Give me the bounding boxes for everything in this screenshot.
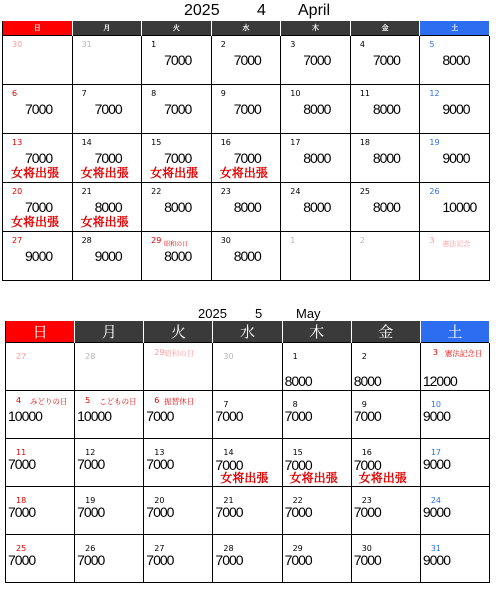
day-number: 8 bbox=[292, 400, 298, 409]
day-cell[interactable] bbox=[351, 343, 420, 391]
day-number: 29 bbox=[292, 544, 303, 553]
price-value: 10000 bbox=[8, 408, 42, 424]
day-number: 10 bbox=[430, 400, 442, 409]
price-value: 9000 bbox=[422, 456, 450, 472]
day-cell[interactable] bbox=[350, 85, 420, 134]
price-value: 12000 bbox=[422, 373, 457, 389]
price-value: 7000 bbox=[146, 456, 174, 472]
price-value: 8000 bbox=[233, 248, 261, 264]
price-value: 7000 bbox=[94, 150, 122, 166]
day-number: 22 bbox=[151, 187, 162, 196]
day-cell[interactable] bbox=[75, 343, 144, 391]
day-cell[interactable] bbox=[3, 183, 73, 232]
day-number: 1 bbox=[292, 352, 298, 361]
day-cell[interactable] bbox=[420, 487, 489, 535]
price-value: 7000 bbox=[8, 456, 36, 472]
day-cell[interactable] bbox=[3, 134, 73, 183]
weekday-header: 金 bbox=[350, 21, 420, 36]
day-number: 27 bbox=[16, 352, 27, 361]
price-value: 7000 bbox=[8, 504, 36, 520]
day-cell[interactable] bbox=[281, 134, 351, 183]
day-number: 5 bbox=[85, 396, 91, 405]
day-number: 28 bbox=[81, 236, 92, 245]
day-number: 9 bbox=[220, 89, 226, 98]
day-cell[interactable] bbox=[282, 391, 351, 439]
day-cell[interactable] bbox=[144, 391, 213, 439]
week-row bbox=[3, 36, 490, 85]
price-value: 8000 bbox=[442, 52, 470, 68]
day-number: 3 bbox=[432, 348, 438, 357]
day-cell[interactable] bbox=[142, 134, 212, 183]
day-number: 21 bbox=[223, 496, 234, 505]
day-cell[interactable] bbox=[211, 36, 281, 85]
day-cell[interactable] bbox=[6, 535, 75, 583]
price-value: 8000 bbox=[284, 373, 312, 389]
weekday-header: 土 bbox=[420, 321, 489, 343]
day-cell[interactable] bbox=[420, 183, 490, 232]
holiday-label: 昭和の日 bbox=[164, 349, 195, 358]
day-number: 8 bbox=[151, 89, 157, 98]
day-number: 29 bbox=[154, 348, 165, 357]
weekday-header: 日 bbox=[3, 21, 73, 36]
day-cell[interactable] bbox=[281, 85, 351, 134]
price-value: 7000 bbox=[146, 504, 174, 520]
price-value: 7000 bbox=[146, 552, 174, 568]
day-number: 26 bbox=[85, 544, 96, 553]
price-value: 9000 bbox=[94, 248, 122, 264]
price-value: 7000 bbox=[215, 457, 243, 473]
day-number: 4 bbox=[16, 396, 22, 405]
price-value: 7000 bbox=[164, 52, 192, 68]
day-number: 13 bbox=[154, 448, 165, 457]
day-number: 28 bbox=[223, 544, 234, 553]
price-value: 7000 bbox=[215, 408, 243, 424]
day-cell[interactable] bbox=[142, 232, 212, 281]
price-value: 7000 bbox=[77, 552, 105, 568]
day-number: 23 bbox=[361, 496, 372, 505]
price-value: 7000 bbox=[353, 552, 381, 568]
day-cell[interactable] bbox=[282, 535, 351, 583]
day-number: 17 bbox=[430, 448, 442, 457]
day-cell[interactable] bbox=[213, 487, 282, 535]
price-value: 7000 bbox=[77, 456, 105, 472]
day-cell[interactable] bbox=[350, 134, 420, 183]
day-cell[interactable] bbox=[351, 391, 420, 439]
day-number: 14 bbox=[81, 138, 92, 147]
day-cell[interactable] bbox=[420, 36, 490, 85]
day-number: 21 bbox=[81, 187, 92, 196]
price-value: 8000 bbox=[94, 199, 122, 215]
price-value: 8000 bbox=[303, 101, 331, 117]
weekday-header: 火 bbox=[144, 321, 213, 343]
day-cell[interactable] bbox=[282, 343, 351, 391]
weekday-header: 月 bbox=[75, 321, 144, 343]
holiday-label: 憲法記念 bbox=[442, 240, 471, 248]
day-cell[interactable] bbox=[72, 85, 142, 134]
day-number: 26 bbox=[429, 187, 440, 196]
day-number: 30 bbox=[220, 236, 231, 245]
price-value: 7000 bbox=[353, 408, 381, 424]
weekday-header: 火 bbox=[142, 21, 212, 36]
day-number: 3 bbox=[290, 40, 296, 49]
day-cell[interactable] bbox=[282, 487, 351, 535]
price-value: 8000 bbox=[372, 150, 400, 166]
note-label: 女将出張 bbox=[11, 215, 60, 229]
week-row bbox=[3, 232, 490, 281]
note-label: 女将出張 bbox=[11, 166, 60, 180]
price-value: 9000 bbox=[422, 552, 450, 568]
price-value: 7000 bbox=[303, 52, 331, 68]
day-number: 22 bbox=[292, 496, 303, 505]
note-label: 女将出張 bbox=[150, 166, 199, 180]
price-value: 7000 bbox=[146, 408, 174, 424]
day-cell[interactable] bbox=[211, 232, 281, 281]
day-cell[interactable] bbox=[6, 391, 75, 439]
week-row bbox=[3, 85, 490, 134]
day-cell[interactable] bbox=[281, 36, 351, 85]
may-year: 2025 bbox=[198, 306, 227, 321]
day-cell[interactable] bbox=[72, 232, 142, 281]
day-cell[interactable] bbox=[75, 535, 144, 583]
day-number: 31 bbox=[430, 544, 442, 553]
may-month-name: May bbox=[296, 306, 321, 321]
day-number: 29 bbox=[151, 236, 162, 245]
day-cell[interactable] bbox=[144, 487, 213, 535]
day-number: 31 bbox=[81, 40, 92, 49]
holiday-label: 憲法記念日 bbox=[444, 349, 483, 358]
day-number: 13 bbox=[12, 138, 23, 147]
day-cell[interactable] bbox=[281, 183, 351, 232]
price-value: 7000 bbox=[233, 150, 261, 166]
day-cell[interactable] bbox=[351, 439, 420, 487]
day-cell[interactable] bbox=[420, 439, 489, 487]
day-cell[interactable] bbox=[144, 343, 213, 391]
day-number: 3 bbox=[429, 236, 435, 245]
day-cell[interactable] bbox=[72, 183, 142, 232]
note-label: 女将出張 bbox=[289, 471, 338, 485]
day-cell[interactable] bbox=[420, 85, 490, 134]
price-value: 7000 bbox=[284, 408, 312, 424]
weekday-header: 金 bbox=[351, 321, 420, 343]
day-number: 2 bbox=[220, 40, 226, 49]
day-cell[interactable] bbox=[3, 36, 73, 85]
day-cell[interactable] bbox=[75, 391, 144, 439]
price-value: 7000 bbox=[25, 101, 53, 117]
day-cell[interactable] bbox=[420, 343, 489, 391]
day-number: 6 bbox=[12, 89, 18, 98]
day-number: 24 bbox=[430, 496, 442, 505]
day-cell[interactable] bbox=[211, 85, 281, 134]
price-value: 8000 bbox=[233, 199, 261, 215]
day-number: 19 bbox=[429, 138, 440, 147]
day-number: 30 bbox=[12, 40, 23, 49]
day-cell[interactable] bbox=[213, 535, 282, 583]
holiday-label: みどりの日 bbox=[30, 397, 68, 406]
day-number: 2 bbox=[359, 236, 365, 245]
day-number: 15 bbox=[151, 138, 162, 147]
price-value: 7000 bbox=[8, 552, 36, 568]
day-cell[interactable] bbox=[350, 232, 420, 281]
note-label: 女将出張 bbox=[219, 166, 268, 180]
price-value: 8000 bbox=[372, 199, 400, 215]
weekday-header: 水 bbox=[211, 21, 281, 36]
weekday-header: 月 bbox=[72, 21, 142, 36]
day-cell[interactable] bbox=[211, 134, 281, 183]
price-value: 7000 bbox=[77, 504, 105, 520]
day-number: 20 bbox=[12, 187, 23, 196]
price-value: 9000 bbox=[442, 150, 470, 166]
day-cell[interactable] bbox=[75, 487, 144, 535]
day-cell[interactable] bbox=[213, 439, 282, 487]
price-value: 7000 bbox=[233, 101, 261, 117]
price-value: 9000 bbox=[25, 248, 53, 264]
day-cell[interactable] bbox=[211, 183, 281, 232]
day-cell[interactable] bbox=[351, 535, 420, 583]
day-cell[interactable] bbox=[72, 134, 142, 183]
day-number: 25 bbox=[16, 544, 27, 553]
day-number: 14 bbox=[223, 448, 234, 457]
day-cell[interactable] bbox=[6, 487, 75, 535]
week-row bbox=[6, 343, 490, 391]
week-row bbox=[6, 535, 490, 583]
day-cell[interactable] bbox=[142, 85, 212, 134]
april-year: 2025 bbox=[184, 2, 220, 19]
day-number: 23 bbox=[220, 187, 231, 196]
day-number: 20 bbox=[154, 496, 165, 505]
day-cell[interactable] bbox=[420, 391, 489, 439]
may-title bbox=[0, 306, 502, 322]
day-cell[interactable] bbox=[350, 36, 420, 85]
day-number: 11 bbox=[16, 448, 27, 457]
day-cell[interactable] bbox=[213, 391, 282, 439]
day-number: 30 bbox=[361, 544, 372, 553]
price-value: 8000 bbox=[303, 150, 331, 166]
note-label: 女将出張 bbox=[358, 471, 407, 485]
weekday-header: 木 bbox=[282, 321, 351, 343]
price-value: 9000 bbox=[442, 101, 470, 117]
day-number: 27 bbox=[154, 544, 165, 553]
april-month-number: 4 bbox=[257, 2, 266, 19]
price-value: 8000 bbox=[164, 199, 192, 215]
day-number: 28 bbox=[85, 352, 96, 361]
day-number: 27 bbox=[12, 236, 23, 245]
day-cell[interactable] bbox=[142, 36, 212, 85]
day-cell[interactable] bbox=[72, 36, 142, 85]
price-value: 9000 bbox=[422, 504, 450, 520]
week-row bbox=[6, 439, 490, 487]
day-cell[interactable] bbox=[420, 134, 490, 183]
holiday-label: 昭和の日 bbox=[164, 241, 189, 248]
day-number: 11 bbox=[359, 89, 370, 98]
day-number: 10 bbox=[290, 89, 301, 98]
price-value: 7000 bbox=[284, 552, 312, 568]
price-value: 7000 bbox=[215, 552, 243, 568]
day-number: 19 bbox=[85, 496, 96, 505]
price-value: 7000 bbox=[353, 457, 381, 473]
day-cell[interactable] bbox=[144, 439, 213, 487]
day-cell[interactable] bbox=[213, 343, 282, 391]
week-row bbox=[6, 391, 490, 439]
price-value: 10000 bbox=[442, 199, 477, 215]
note-label: 女将出張 bbox=[220, 471, 269, 485]
day-cell[interactable] bbox=[350, 183, 420, 232]
price-value: 7000 bbox=[25, 199, 53, 215]
price-value: 7000 bbox=[372, 52, 400, 68]
price-value: 8000 bbox=[303, 199, 331, 215]
day-cell[interactable] bbox=[6, 439, 75, 487]
day-cell[interactable] bbox=[6, 343, 75, 391]
price-value: 7000 bbox=[164, 150, 192, 166]
week-row bbox=[3, 183, 490, 232]
price-value: 9000 bbox=[422, 408, 450, 424]
day-cell[interactable] bbox=[3, 232, 73, 281]
day-number: 17 bbox=[290, 138, 301, 147]
weekday-header: 土 bbox=[420, 21, 490, 36]
note-label: 女将出張 bbox=[80, 215, 129, 229]
price-value: 8000 bbox=[164, 248, 192, 264]
weekday-header: 日 bbox=[6, 321, 75, 343]
day-number: 18 bbox=[359, 138, 370, 147]
day-cell[interactable] bbox=[144, 535, 213, 583]
day-number: 5 bbox=[429, 40, 435, 49]
day-number: 4 bbox=[359, 40, 365, 49]
day-number: 16 bbox=[361, 448, 372, 457]
day-number: 12 bbox=[429, 89, 440, 98]
holiday-label: 振替休日 bbox=[164, 397, 195, 406]
week-row bbox=[3, 134, 490, 183]
day-cell[interactable] bbox=[420, 535, 489, 583]
day-number: 1 bbox=[290, 236, 296, 245]
weekday-header: 木 bbox=[281, 21, 351, 36]
holiday-label: こどもの日 bbox=[99, 397, 137, 406]
price-value: 7000 bbox=[233, 52, 261, 68]
day-number: 6 bbox=[154, 396, 160, 405]
note-label: 女将出張 bbox=[80, 166, 129, 180]
price-value: 8000 bbox=[372, 101, 400, 117]
day-number: 30 bbox=[223, 352, 234, 361]
day-cell[interactable] bbox=[282, 439, 351, 487]
price-value: 7000 bbox=[215, 504, 243, 520]
price-value: 7000 bbox=[94, 101, 122, 117]
day-cell[interactable] bbox=[351, 487, 420, 535]
day-number: 24 bbox=[290, 187, 301, 196]
price-value: 7000 bbox=[164, 101, 192, 117]
day-number: 7 bbox=[223, 400, 229, 409]
price-value: 7000 bbox=[284, 457, 312, 473]
day-cell[interactable] bbox=[75, 439, 144, 487]
april-month-name: April bbox=[298, 2, 331, 19]
weekday-header: 水 bbox=[213, 321, 282, 343]
day-number: 18 bbox=[16, 496, 27, 505]
day-number: 15 bbox=[292, 448, 303, 457]
day-number: 16 bbox=[220, 138, 231, 147]
price-value: 8000 bbox=[353, 373, 381, 389]
april-calendar bbox=[2, 21, 490, 281]
may-calendar bbox=[5, 321, 490, 583]
price-value: 7000 bbox=[25, 150, 53, 166]
may-month-number: 5 bbox=[255, 306, 263, 321]
day-cell[interactable] bbox=[420, 232, 490, 281]
day-number: 7 bbox=[81, 89, 87, 98]
week-row bbox=[6, 487, 490, 535]
price-value: 7000 bbox=[353, 504, 381, 520]
day-cell[interactable] bbox=[142, 183, 212, 232]
april-title bbox=[0, 2, 502, 22]
day-cell[interactable] bbox=[281, 232, 351, 281]
day-cell[interactable] bbox=[3, 85, 73, 134]
day-number: 2 bbox=[361, 352, 367, 361]
day-number: 1 bbox=[151, 40, 157, 49]
price-value: 7000 bbox=[284, 504, 312, 520]
day-number: 25 bbox=[359, 187, 370, 196]
day-number: 9 bbox=[361, 400, 367, 409]
price-value: 10000 bbox=[77, 408, 112, 424]
day-number: 12 bbox=[85, 448, 96, 457]
